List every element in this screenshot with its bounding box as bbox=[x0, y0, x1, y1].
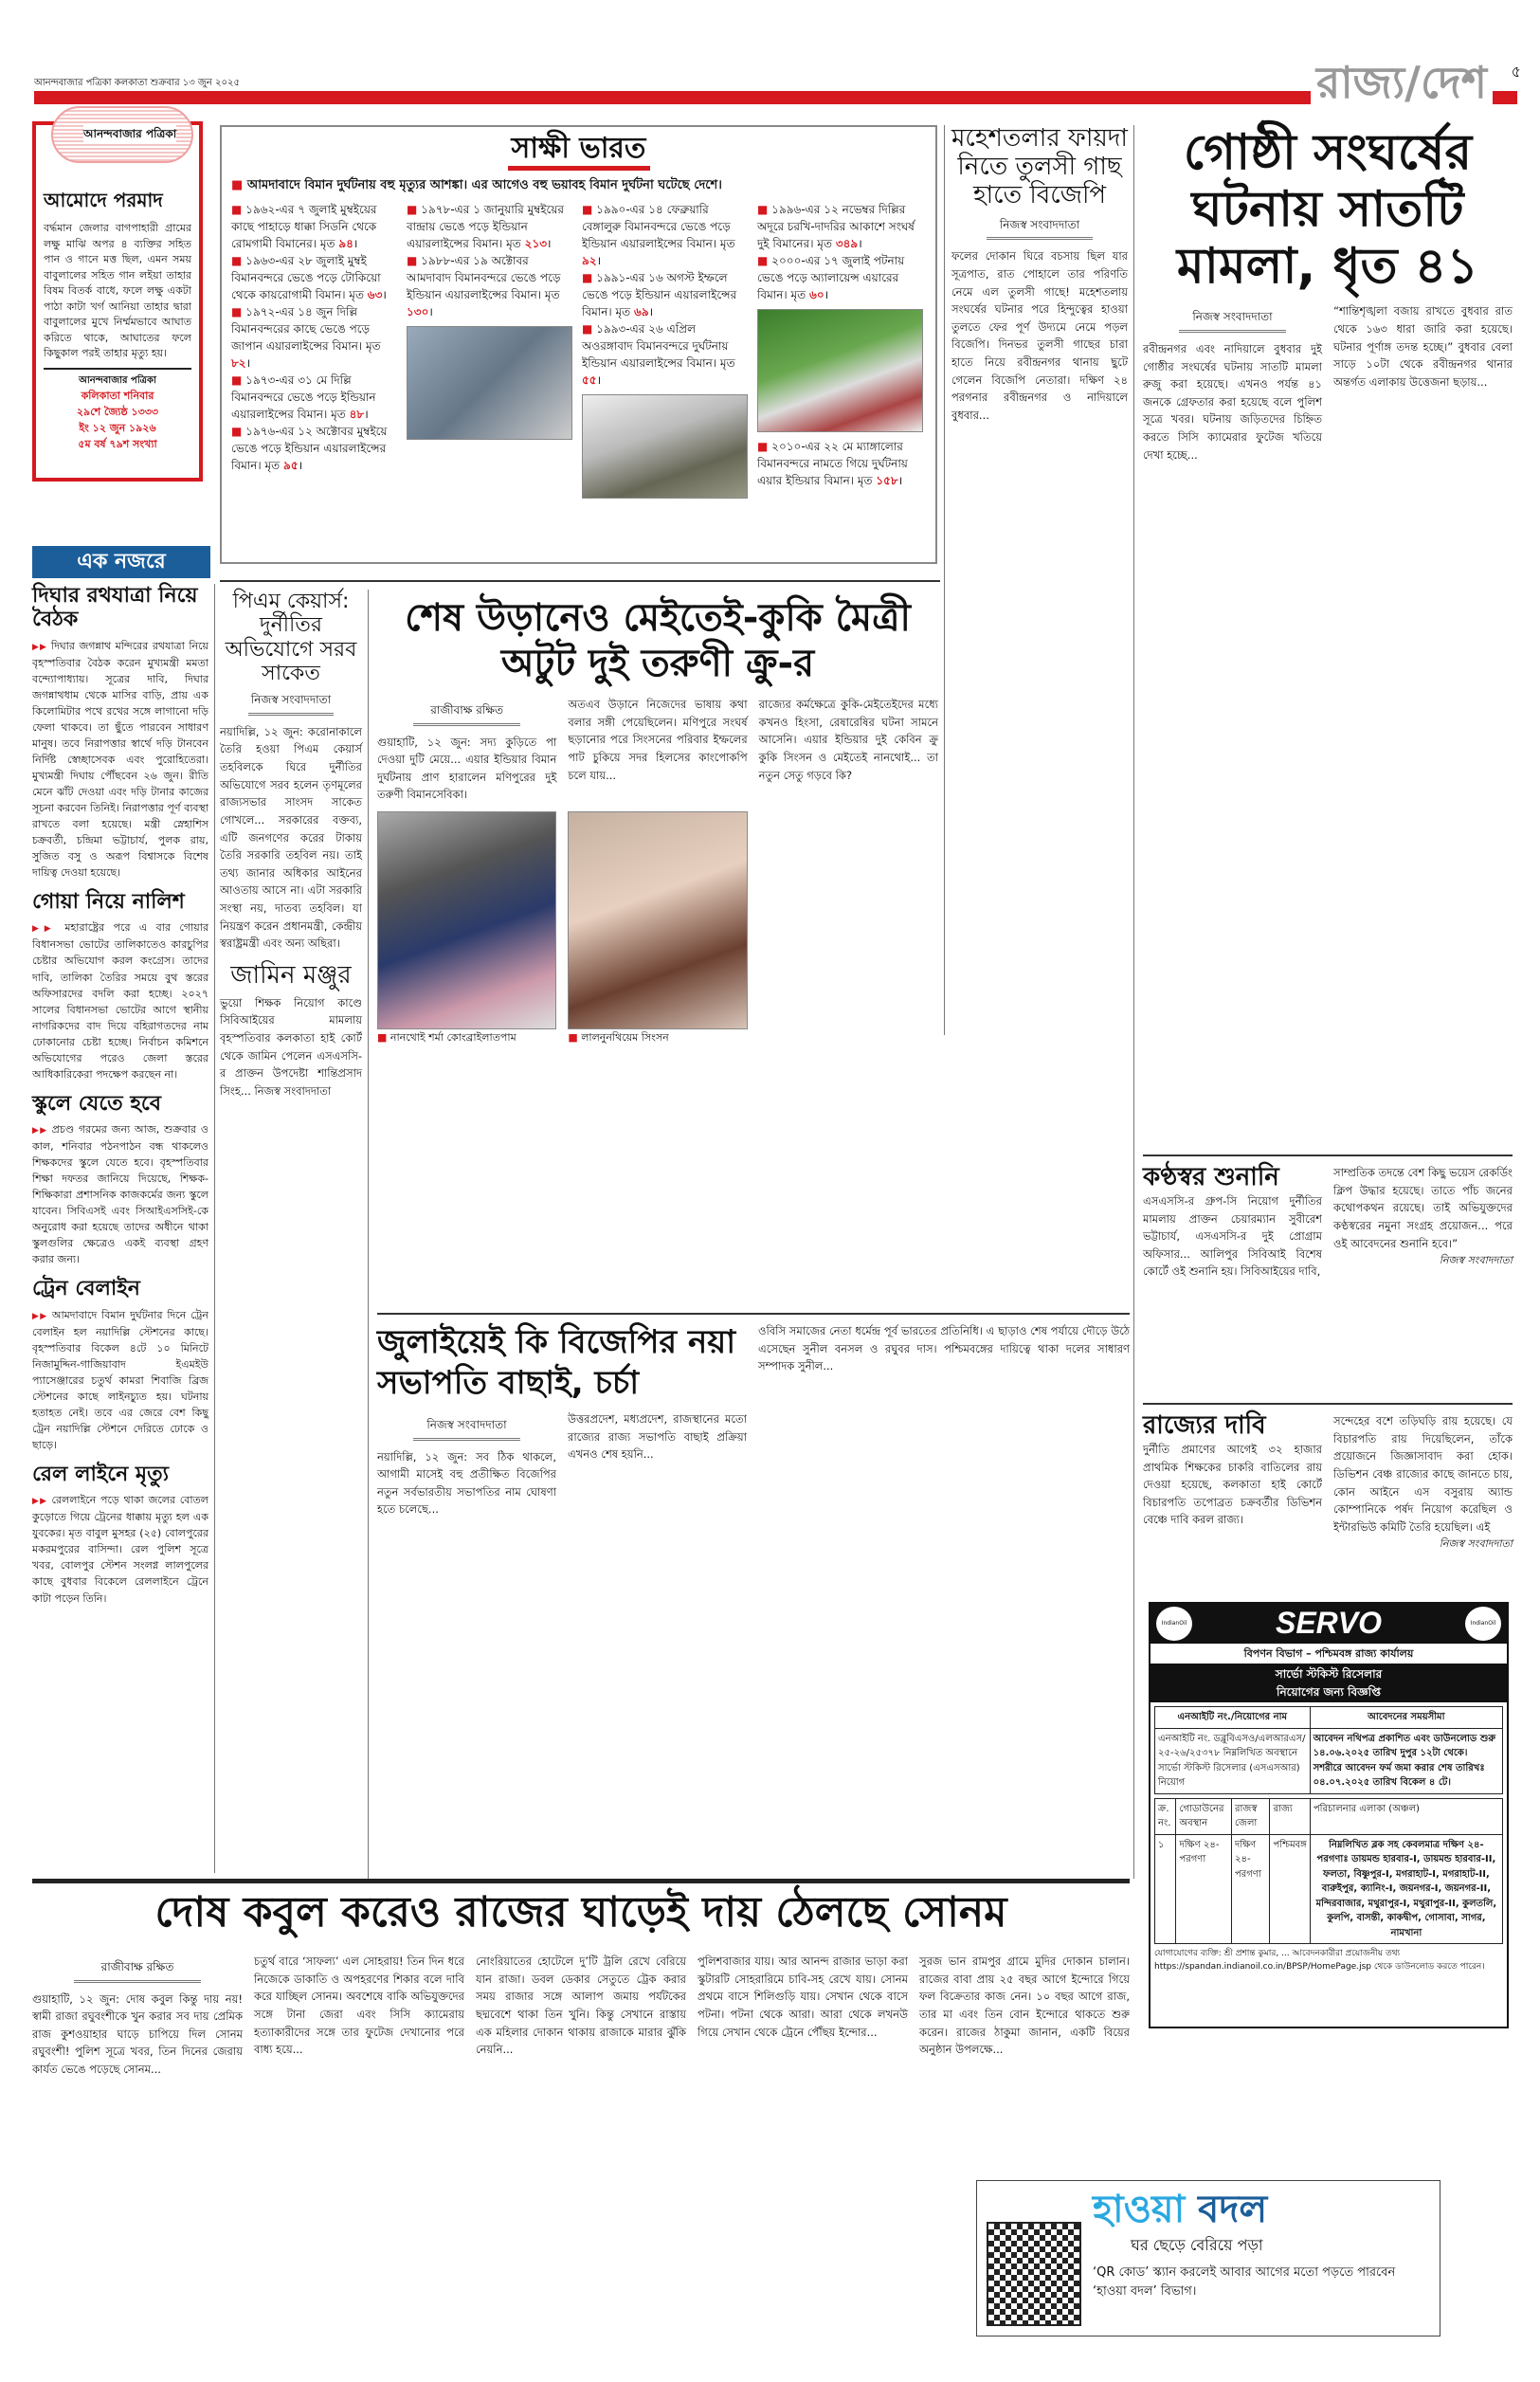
archive-issue: ৫ম বর্ষ ৭৯শ সংখ্যা bbox=[78, 438, 157, 451]
lead-byline: নিজস্ব সংবাদদাতা bbox=[1179, 308, 1286, 333]
indianoil-logo-icon: IndianOil bbox=[1156, 1607, 1192, 1641]
sonam-col: পুলিশবাজার যায়। আর আনন্দ রাজার ভাড়া করা স্কুটারটি সোহরারিমে চাবি-সহ রেখে যায়। সোনম প্রথমে বাসে শিলিগুড়ি যায়। সেখান থেকে বাসে পটনা। পটনা থেকে আরা। আরা থেকে লখনউ গিয়ে সেখান থেকে ট্রেনে পৌঁছয় ইন্দোর... bbox=[698, 1955, 908, 2039]
sakshi-title: সাক্ষী ভারত bbox=[511, 132, 646, 165]
crash-photo-1 bbox=[407, 326, 572, 440]
crash-item: ■ ১৯৬৩-এর ২৮ জুলাই মুম্বই বিমানবন্দরে ভেঙে পড়ে টোকিয়ো থেকে কায়রোগামী বিমান। মৃত ৬৩। bbox=[231, 252, 397, 303]
crash-item: ■ ১৯৯০-এর ১৪ ফেব্রুয়ারি বেঙ্গালুরু বিমানবন্দরে ভেঙে পড়ে ইন্ডিয়ান এয়ারলাইন্সের বিমান। মৃত ৯২। bbox=[582, 201, 748, 269]
brief-4-body: ▶▶ আমদাবাদে বিমান দুর্ঘটনার দিনে ট্রেন বেলাইন হল নয়াদিল্লি স্টেশনের কাছে। বৃহস্পতিবার বিকেল ৪টে ১০ মিনিটে নিজামুদ্দিন-গাজিয়াবাদ ইএমইউ প্যাসেঞ্জারের চতুর্থ কামরা শিবাজি ব্রিজ স্টেশনের কাছে লাইনচ্যুত হয়। ঘটনায় হতাহত নেই। তবে এর জেরে বেশ কিছু ট্রেন নয়াদিল্লি স্টেশনে দেরিতে ঢোকে ও ছাড়ে। bbox=[32, 1307, 208, 1453]
divider bbox=[214, 584, 215, 1873]
servo-nit-table: এনআইটি নং./নিয়োগের নাম আবেদনের সময়সীমা এনআইটি নং. ডব্লুবিএসও/এলআরএস/২৫-২৬/২৫৩৭৮ নিম্নলিখিত অবস্থানে সার্ভো স্টকিস্ট রিসেলার (এসএসআর) নিয়োগ আবেদন নথিপত্র প্রকাশিত এবং ডাউনলোড শুরু ১৪.০৬.২০২৫ তারিখ দুপুর ১২টা থেকে। সশরীরে আবেদন ফর্ম জমা করার শেষ তারিখঃ ০৪.০৭.২০২৫ তারিখ বিকেল ৪ টে। bbox=[1154, 1706, 1503, 1794]
sonam-byline: রাজীবাক্ষ রক্ষিত bbox=[74, 1958, 200, 1983]
crew-body-2: অতএব উড়ানে নিজেদের ভাষায় কথা বলার সঙ্গী পেয়েছিলেন। মণিপুরে সংঘর্ষ ছড়ানোর পরে সিংসনের পরিবার ইম্ফলের পাট চুকিয়ে সদর হিলসের কাংপোকপি চলে যায়... bbox=[568, 698, 748, 782]
crash-item: ■ ১৯৯১-এর ১৬ অগস্ট ইম্ফলে ভেঙে পড়ে ইন্ডিয়ান এয়ারলাইন্সের বিমান। মৃত ৬৯। bbox=[582, 269, 748, 320]
lead-body-1: রবীন্দ্রনগর এবং নাদিয়ালে বুধবার দুই গোষ্ঠীর সংঘর্ষের ঘটনায় সাতটি মামলা রুজু করা হয়েছে। এখনও পর্যন্ত ৪১ জনকে গ্রেফতার করা হয়েছে বলে পুলিশ সূত্রে খবর। ঘটনায় জড়িতদের চিহ্নিত করতে সিসি ক্যামেরার ফুটেজ খতিয়ে দেখা হচ্ছে... bbox=[1143, 341, 1322, 462]
archive-body: বর্দ্ধমান জেলার বাগপাহারী গ্রামের লক্ষু মাঝি অপর ৪ ব্যক্তির সহিত পান ও গানে মত্ত ছিল, এমন সময় বাবুলালের সহিত গান লইয়া তাহার বিষম বিতর্ক বাধে, ফলে লক্ষু একটা পাঠা কাটা খর্গ আনিয়া তাহার দ্বারা বাবুলালের মুখে নির্ম্মমভাবে আঘাত করিতে থাকে, আঘাতের ফলে কিছুকাল পরই তাহার মৃত্যু হয়। bbox=[44, 222, 191, 359]
tulsi-body: ফলের দোকান ঘিরে বচসায় ছিল যার সূত্রপাত, রাত পোহালে তার পরিণতি নেমে এল তুলসী গাছে! মহেশতলায় সংঘর্ষের ঘটনার পরে হিন্দুত্বের হাওয়া তুলতে ফের পূর্ণ উদ্যমে নেমে পড়ল বিজেপি। দিনভর তুলসী গাছের চারা হাতে নিয়ে রবীন্দ্রনগর থানায় ছুটে গেলেন বিজেপি নেতারা। দক্ষিণ ২৪ পরগনার রবীন্দ্রনগর ও নাদিয়ালে বুধবার... bbox=[951, 249, 1128, 422]
bail-headline: জামিন মঞ্জুর bbox=[230, 960, 352, 990]
sakshi-intro: ■ আমদাবাদে বিমান দুর্ঘটনায় বহু মৃত্যুর আশঙ্কা। এর আগেও বহু ভয়াবহ বিমান দুর্ঘটনা ঘটেছে দেশে। bbox=[231, 176, 926, 195]
sakshi-bharat-box bbox=[220, 125, 937, 564]
brief-1-title: দিঘার রথযাত্রা নিয়ে বৈঠক bbox=[32, 584, 198, 632]
crash-item: ■ ১৯৭৩-এর ৩১ মে দিল্লি বিমানবন্দরে ভেঙে পড়ে ইন্ডিয়ান এয়ারলাইন্সের বিমান। মৃত ৪৮। bbox=[231, 372, 397, 423]
pm-cares-story bbox=[220, 590, 362, 1100]
brief-4-title: ট্রেন বেলাইন bbox=[32, 1277, 140, 1301]
divider bbox=[32, 1879, 1130, 1883]
badal-logo: বদল bbox=[1198, 2188, 1268, 2231]
voice-headline: কণ্ঠস্বর শুনানি bbox=[1143, 1163, 1279, 1191]
servo-brand: SERVO bbox=[1275, 1606, 1383, 1641]
servo-heading-2: নিয়োগের জন্য বিজ্ঞপ্তি bbox=[1277, 1684, 1381, 1699]
hawa-tagline: ঘর ছেড়ে বেরিয়ে পড়া bbox=[1131, 2236, 1263, 2254]
crash-item: ■ ১৯৯৬-এর ১২ নভেম্বর দিল্লির অদূরে চরখি-দাদরির আকাশে সংঘর্ষ দুই বিমানের। মৃত ৩৪৯। bbox=[757, 201, 923, 252]
servo-heading-1: সার্ভো স্টকিস্ট রিসেলার bbox=[1275, 1667, 1383, 1682]
bjp-body-2: উত্তরপ্রদেশ, মধ্যপ্রদেশ, রাজস্থানের মতো রাজ্যের রাজ্য সভাপতি বাছাই প্রক্রিয়া এখনও শেষ হয়নি... bbox=[568, 1412, 747, 1462]
section-title: রাজ্য/দেশ bbox=[1311, 61, 1493, 104]
archive-source: আনন্দবাজার পত্রিকা bbox=[79, 374, 156, 386]
crash-item: ■ ১৯৯৩-এর ২৬ এপ্রিল অওরঙ্গাবাদ বিমানবন্দরে দুর্ঘটনায় ইন্ডিয়ান এয়ারলাইন্সের বিমান। মৃত ৫৫। bbox=[582, 320, 748, 389]
voice-credit: নিজস্ব সংবাদদাতা bbox=[1439, 1254, 1513, 1267]
title-underline bbox=[508, 166, 650, 171]
bjp-byline: নিজস্ব সংবাদদাতা bbox=[413, 1416, 520, 1441]
archive-date-1: কলিকাতা শনিবার bbox=[81, 390, 154, 402]
lead-headline: গোষ্ঠী সংঘর্ষের ঘটনায় সাতটি মামলা, ধৃত ৪১ bbox=[1176, 124, 1479, 295]
divider bbox=[377, 1313, 1130, 1315]
hawa-logo: হাওয়া bbox=[1093, 2188, 1186, 2231]
crash-photo-2 bbox=[582, 394, 748, 499]
state-claim-story bbox=[1143, 1412, 1513, 1552]
sonam-col: গুয়াহাটি, ১২ জুন: দোষ কবুল কিন্তু দায় নয়! স্বামী রাজা রঘুবংশীকে খুন করার সব দায় প্রেমিক রাজ কুশওয়াহার ঘাড়ে চাপিয়ে দিল সোনম রঘুবংশী! পুলিশ সূত্রে খবর, তিন দিনের জেরায় কার্যত ভেঙে পড়েছে সোনম... bbox=[32, 1991, 243, 2077]
state-claim-body-1: দুর্নীতি প্রমাণের আগেই ৩২ হাজার প্রাথমিক শিক্ষকের চাকরি বাতিলের রায় দেওয়া হয়েছে, কলকাতা হাই কোর্টে বিচারপতি তপোব্রত চক্রবর্তীর ডিভিশন বেঞ্চে দাবি করল রাজ্য। bbox=[1143, 1442, 1322, 1527]
indianoil-logo-icon: IndianOil bbox=[1465, 1607, 1501, 1641]
crew-story bbox=[377, 595, 938, 1046]
crash-item: ■ ২০০০-এর ১৭ জুলাই পটনায় ভেঙে পড়ে অ্যালায়েন্স এয়ারের বিমান। মৃত ৬০। bbox=[757, 252, 923, 303]
crash-item: ■ ১৯৭৮-এর ১ জানুয়ারি মুম্বইয়ের বান্দ্রায় ভেঙে পড়ে ইন্ডিয়ান এয়ারলাইন্সের বিমান। মৃত ২১৩। bbox=[407, 201, 572, 252]
tulsi-headline: মহেশতলার ফায়দা নিতে তুলসী গাছ হাতে বিজেপি bbox=[951, 124, 1128, 209]
crash-item: ■ ১৯৬২-এর ৭ জুলাই মুম্বইয়ের কাছে পাহাড়ে ধাক্কা সিডনি থেকে রোমগামী বিমানের। মৃত ৯৪। bbox=[231, 201, 397, 252]
servo-dept: বিপণন বিভাগ – পশ্চিমবঙ্গ রাজ্য কার্যালয় bbox=[1243, 1647, 1414, 1660]
archive-date-2: ২৯শে জ্যৈষ্ঠ ১৩৩৩ bbox=[76, 406, 159, 419]
sonam-col: নোংরিয়াতের হোটেলে দু’টি ট্রলি রেখে বেরিয়ে যান রাজা। ডবল ডেকার সেতুতে ট্রেক করার সময় রাজার সঙ্গে আলাপ জমায় পর্যটকের ছদ্মবেশে থাকা তিন খুনি। কিন্তু সেখানে রাস্তায় এক মহিলার দোকান থাকায় রাজাকে মারার ঝুঁকি নেয়নি... bbox=[476, 1955, 686, 2057]
bjp-headline: জুলাইয়েই কি বিজেপির নয়া সভাপতি বাছাই, চর্চা bbox=[377, 1323, 736, 1402]
tulsi-byline: নিজস্ব সংবাদদাতা bbox=[987, 216, 1093, 241]
divider bbox=[1133, 125, 1134, 1879]
crew-caption-1: ■ নানথোই শর্মা কোংব্রাইলাতপাম bbox=[377, 1029, 556, 1046]
crash-item: ■ ১৯৭৬-এর ১২ অক্টোবর মুম্বইয়ে ভেঙে পড়ে ইন্ডিয়ান এয়ারলাইন্সের বিমান। মৃত ৯৫। bbox=[231, 423, 397, 474]
hawa-text: ‘QR কোড’ স্ক্যান করলেই আবার আগের মতো পড়তে পারবেন ‘হাওয়া বদল’ বিভাগ। bbox=[1093, 2264, 1396, 2299]
lead-body-2: “শান্তিশৃঙ্খলা বজায় রাখতে বুধবার রাত থেকে ১৬৩ ধারা জারি করা হয়েছে। ঘটনার পূর্ণাঙ্গ তদন্ত হচ্ছে।” বুধবার বেলা সাড়ে ১০টা থেকে রবীন্দ্রনগর থানার অন্তর্গত এলাকায় উত্তেজনা ছড়ায়... bbox=[1333, 304, 1513, 389]
voice-story bbox=[1143, 1164, 1513, 1281]
divider bbox=[944, 125, 945, 1035]
servo-footer: যোগাযোগের ব্যক্তি: শ্রী প্রশান্ত কুমার, ... আবেদনকারীরা প্রয়োজনীয় তথ্য https://spandan.indianoil.co.in/BPSP/HomePage.jsp থেকে ডাউনলোড করতে পারেন। bbox=[1154, 1949, 1485, 1973]
crew-byline: রাজীবাক্ষ রক্ষিত bbox=[413, 701, 521, 726]
pm-cares-headline: পিএম কেয়ার্স: দুর্নীতির অভিযোগে সরব সাকেত bbox=[225, 590, 357, 685]
sonam-story bbox=[32, 1953, 1130, 2079]
brief-2-body: ▶▶ মহারাষ্ট্রের পরে এ বার গোয়ার বিধানসভা ভোটের তালিকাতেও কারচুপির চেষ্টার অভিযোগ করল কংগ্রেস। তাদের দাবি, তালিকা তৈরির সময়ে বুথ স্তরের অফিসারদের বদলি করা হচ্ছে। ২০২৭ সালের বিধানসভা ভোটের আগে স্থানীয় নাগরিকদের বাদ দিয়ে বহিরাগতদের নাম ঢোকানোর চেষ্টা হচ্ছে। নির্বাচন কমিশনে অভিযোগের পরেও জেলা স্তরের আধিকারিকেরা পদক্ষেপ করছেন না। bbox=[32, 919, 208, 1082]
crew-caption-2: ■ লালনুনথিয়েম সিংসন bbox=[568, 1029, 747, 1046]
page-number: ৫ bbox=[1511, 63, 1521, 81]
bjp-body-1: নয়াদিল্লি, ১২ জুন: সব ঠিক থাকলে, আগামী মাসেই বহু প্রতীক্ষিত বিজেপির নতুন সর্বভারতীয় সভাপতির নাম ঘোষণা হতে চলেছে... bbox=[377, 1449, 556, 1517]
state-claim-body-2: সন্দেহের বশে তড়িঘড়ি রায় হয়েছে। যে বিচারপতি রায় দিয়েছিলেন, তাঁকে প্রয়োজনে জিজ্ঞাসাবাদ করা হোক। ডিভিশন বেঞ্চ রাজ্যের কাছে জানতে চায়, কোন আইনে এস বসুরায় অ্যান্ড কোম্পানিকে পর্ষদ নিয়োগ করেছিল ও ইন্টারভিউ কমিটি তৈরি হয়েছিল। এই bbox=[1333, 1414, 1513, 1534]
crash-item: ■ ১৯৮৮-এর ১৯ অক্টোবর আমদাবাদ বিমানবন্দরে ভেঙে পড়ে ইন্ডিয়ান এয়ারলাইন্সের বিমান। মৃত ১৩০। bbox=[407, 252, 572, 320]
crash-item: ■ ১৯৭২-এর ১৪ জুন দিল্লি বিমানবন্দরের কাছে ভেঙে পড়ে জাপান এয়ারলাইন্সের বিমান। মৃত ৮২। bbox=[231, 303, 397, 372]
tulsi-story bbox=[951, 125, 1128, 425]
crew-photo-1 bbox=[377, 811, 556, 1029]
sonam-col: চতুর্থ বারে ‘সাফল্য’ এল সোহরায়! তিন দিন ধরে নিজেকে ডাকাতি ও অপহরণের শিকার বলে দাবি করে যাচ্ছিল সোনম। অবশেষে বাকি অভিযুক্তদের সঙ্গে টানা জেরা এবং সিসি ক্যামেরায় হত্যাকারীদের সঙ্গে তার ফুটেজ দেখানোর পরে বাধ্য হয়ে... bbox=[254, 1955, 464, 2057]
hawa-badal-promo bbox=[976, 2180, 1440, 2337]
crew-body-3: রাজ্যের কর্মক্ষেত্রে কুকি-মেইতেইদের মধ্যে কখনও হিংসা, রেষারেষির ঘটনা সামনে আসেনি। এয়ার ইন্ডিয়ার দুই কেবিন ক্রু কুকি সিংসন ও মেইতেই নানথোই... তা নতুন সেতু গড়বে কি? bbox=[758, 698, 938, 782]
bail-body: ভুয়ো শিক্ষক নিয়োগ কাণ্ডে সিবিআইয়ের মামলায় বৃহস্পতিবার কলকাতা হাই কোর্ট থেকে জামিন পেলেন এসএসসি-র প্রাক্তন উপদেষ্টা শান্তিপ্রসাদ সিংহ... নিজস্ব সংবাদদাতা bbox=[220, 995, 362, 1098]
brief-1-body: ▶▶ দিঘার জগন্নাথ মন্দিরের রথযাত্রা নিয়ে বৃহস্পতিবার বৈঠক করেন মুখ্যমন্ত্রী মমতা বন্দ্যোপাধ্যায়। সূত্রের দাবি, দিঘার জগন্নাথধাম থেকে মাসির বাড়ি, প্রায় এক কিলোমিটার পথে রথের সঙ্গে লাগানো দড়ি ফেলা থাকবে। তা ছুঁতে পারবেন সাধারণ মানুষ। তবে নিরাপত্তার স্বার্থে দড়ি টানবেন নির্দিষ্ট স্বেচ্ছাসেবক এবং পুরোহিতেরা। মুখ্যমন্ত্রী দিঘায় পৌঁছবেন ২৬ জুন। রীতি মেনে ঝাঁট দেওয়া এবং দড়ি টানার কাজের সূচনা করবেন তিনিই। নিরাপত্তার পূর্ণ ব্যবস্থা রাখতে বলা হয়েছে। মন্ত্রী স্নেহাশিস চক্রবর্তী, চন্দ্রিমা ভট্টাচার্য, পুলক রায়, সুজিত বসু ও অরূপ বিশ্বাসকে বিশেষ দায়িত্ব দেওয়া হয়েছে। bbox=[32, 638, 208, 882]
crash-photo-3 bbox=[757, 309, 923, 432]
crew-photo-2 bbox=[568, 811, 747, 1029]
ek-najore-header: এক নজরে bbox=[32, 546, 210, 578]
brief-3-title: স্কুলে যেতে হবে bbox=[32, 1091, 161, 1116]
divider bbox=[1143, 1403, 1513, 1405]
state-claim-headline: রাজ্যের দাবি bbox=[1143, 1411, 1266, 1440]
brief-3-body: ▶▶ প্রচণ্ড গরমের জন্য আজ, শুক্রবার ও কাল, শনিবার পঠনপাঠন বন্ধ থাকলেও শিক্ষকদের স্কুলে যেতে হবে। বৃহস্পতিবার শিক্ষা দফতর জানিয়ে দিয়েছে, শিক্ষক-শিক্ষিকারা প্রশাসনিক কাজকর্মের জন্য স্কুলে যাবেন। সিবিএসই এবং সিআইএসসিই-কে অনুরোধ করা হয়েছে তাদের অধীনে থাকা স্কুলগুলির ক্ষেত্রেও একই ব্যবস্থা গ্রহণ করার জন্য। bbox=[32, 1121, 208, 1267]
sonam-headline: দোষ কবুল করেও রাজের ঘাড়েই দায় ঠেলছে সোনম bbox=[154, 1888, 1007, 1937]
brief-5-title: রেল লাইনে মৃত্যু bbox=[32, 1463, 170, 1487]
ek-najore-column bbox=[32, 584, 208, 1607]
masthead-red-bar bbox=[34, 91, 1517, 104]
divider bbox=[1143, 1155, 1513, 1156]
sonam-col: সুরজ ভান রামপুর গ্রামে মুদির দোকান চালান। রাজের বাবা প্রায় ২৫ বছর আগে ইন্দোরে গিয়ে ফল বিক্রেতার কাজ নেন। ১০ বছর আগে রাজ, তার মা এবং তিন বোন ইন্দোরে থাকতে শুরু করেন। রাজের ঠাকুমা জানান, একটি বিয়ের অনুষ্ঠান উপলক্ষে... bbox=[919, 1955, 1130, 2057]
crash-item: ■ ২০১০-এর ২২ মে ম্যাঙ্গালোর বিমানবন্দরে নামতে গিয়ে দুর্ঘটনায় এয়ার ইন্ডিয়ার বিমান। মৃত ১৫৮। bbox=[757, 438, 923, 489]
voice-body-2: সাম্প্রতিক তদন্তে বেশ কিছু ভয়েস রেকর্ডিং ক্লিপ উদ্ধার হয়েছে। তাতে পাঁচ জনের কথোপকথন রয়েছে। তাই অভিযুক্তদের কণ্ঠস্বরের নমুনা সংগ্রহ প্রয়োজন... পরে ওই আবেদনের শুনানি হবে।” bbox=[1333, 1166, 1513, 1250]
archive-title: আমোদে পরমাদ bbox=[44, 189, 163, 211]
voice-body-1: এসএসসি-র গ্রুপ-সি নিয়োগ দুর্নীতির মামলায় প্রাক্তন চেয়ারম্যান সুবীরেশ ভট্টাচার্য, এসএসসি-র দুই প্রোগ্রাম অফিসার... আলিপুর সিবিআই বিশেষ কোর্টে ওই শুনানি হয়। সিবিআইয়ের দাবি, bbox=[1143, 1193, 1322, 1279]
bjp-story bbox=[377, 1322, 1130, 1518]
qr-code-icon[interactable] bbox=[987, 2222, 1081, 2326]
servo-ad bbox=[1149, 1602, 1509, 2028]
brief-5-body: ▶▶ রেললাইনে পড়ে থাকা জলের বোতল কুড়োতে গিয়ে ট্রেনের ধাক্কায় মৃত্যু হল এক যুবকের। মৃত বাবুল মুসহর (২৫) বোলপুরের মকরমপুরের বাসিন্দা। রেল পুলিশ সূত্রে খবর, বোলপুর স্টেশন সংলগ্ন লালপুলের কাছে বুধবার বিকেলে রেললাইনে ট্রেনে কাটা পড়েন তিনি। bbox=[32, 1492, 208, 1606]
pm-cares-byline: নিজস্ব সংবাদদাতা bbox=[248, 691, 334, 716]
crew-body-1: গুয়াহাটি, ১২ জুন: সদ্য কুড়িতে পা দেওয়া দুটি মেয়ে... এয়ার ইন্ডিয়ার বিমান দুর্ঘটনায় প্রাণ হারালেন মণিপুরের দুই তরুণী বিমানসেবিকা। bbox=[377, 735, 557, 802]
archive-box bbox=[32, 121, 203, 482]
state-claim-credit: নিজস্ব সংবাদদাতা bbox=[1439, 1537, 1513, 1551]
pm-cares-body: নয়াদিল্লি, ১২ জুন: করোনাকালে তৈরি হওয়া পিএম কেয়ার্স তহবিলকে ঘিরে দুর্নীতির অভিযোগে সরব হলেন তৃণমূলের রাজ্যসভার সাংসদ সাকেত গোখলে... সরকারের বক্তব্য, এটি জনগণের করের টাকায় তৈরি সরকারি তহবিল নয়। তাই তথ্য জানার অধিকার আইনের আওতায় আসে না। এটা সরকারি সংস্থা নয়, দাতব্য তহবিল। যা নিয়ন্ত্রণ করেন প্রধানমন্ত্রী, কেন্দ্রীয় স্বরাষ্ট্রমন্ত্রী এবং অন্য অছিরা। bbox=[220, 724, 362, 951]
brief-2-title: গোয়া নিয়ে নালিশ bbox=[32, 890, 185, 915]
divider bbox=[368, 590, 369, 1879]
servo-location-table: ক্র. নং. গোডাউনের অবস্থান রাজস্ব জেলা রাজ্য পরিচালনার এলাকা (অঞ্চল) ১ দক্ষিণ ২৪-পরগণা দক্ষিণ ২৪-পরগণা পশ্চিমবঙ্গ নিম্নলিখিত ব্লক সহ কেবলমাত্র দক্ষিণ ২৪-পরগণাঃ ডায়মন্ড হারবার-I, ডায়মন্ড হারবার-II, ফলতা, বিষ্ণুপুর-I, মগরাহাট-I, মগরাহাট-II, বারুইপুর, ক্যানিং-I, জয়নগর-I, জয়নগর-II, মন্দিরবাজার, মথুরাপুর-I, মথুরাপুর-II, কুলতলি, কুলপি, বাসন্তী, কাকদ্বীপ, গোসাবা, সাগর, নামখানা bbox=[1154, 1798, 1503, 1945]
bjp-body-3: ওবিসি সমাজের নেতা ধর্মেন্দ্র পূর্ব ভারতের প্রতিনিধি। এ ছাড়াও শেষ পর্যায়ে দৌড়ে উঠে এসেছেন সুনীল বনসল ও রঘুবর দাস। পশ্চিমবঙ্গের দায়িত্বে থাকা দলের সাধারণ সম্পাদক সুনীল... bbox=[758, 1324, 1130, 1373]
archive-date-3: ইং ১২ জুন ১৯২৬ bbox=[79, 422, 156, 435]
lead-story bbox=[1143, 125, 1513, 464]
crew-headline: শেষ উড়ানেও মেইতেই-কুকি মৈত্রী অটুট দুই তরুণী ক্রু-র bbox=[405, 596, 911, 685]
masthead-line: আনন্দবাজার পত্রিকা কলকাতা শুক্রবার ১৩ জুন ২০২৫ bbox=[34, 78, 241, 88]
divider bbox=[220, 580, 940, 582]
archive-logo-text: আনন্দবাজার পত্রিকা bbox=[83, 125, 176, 143]
